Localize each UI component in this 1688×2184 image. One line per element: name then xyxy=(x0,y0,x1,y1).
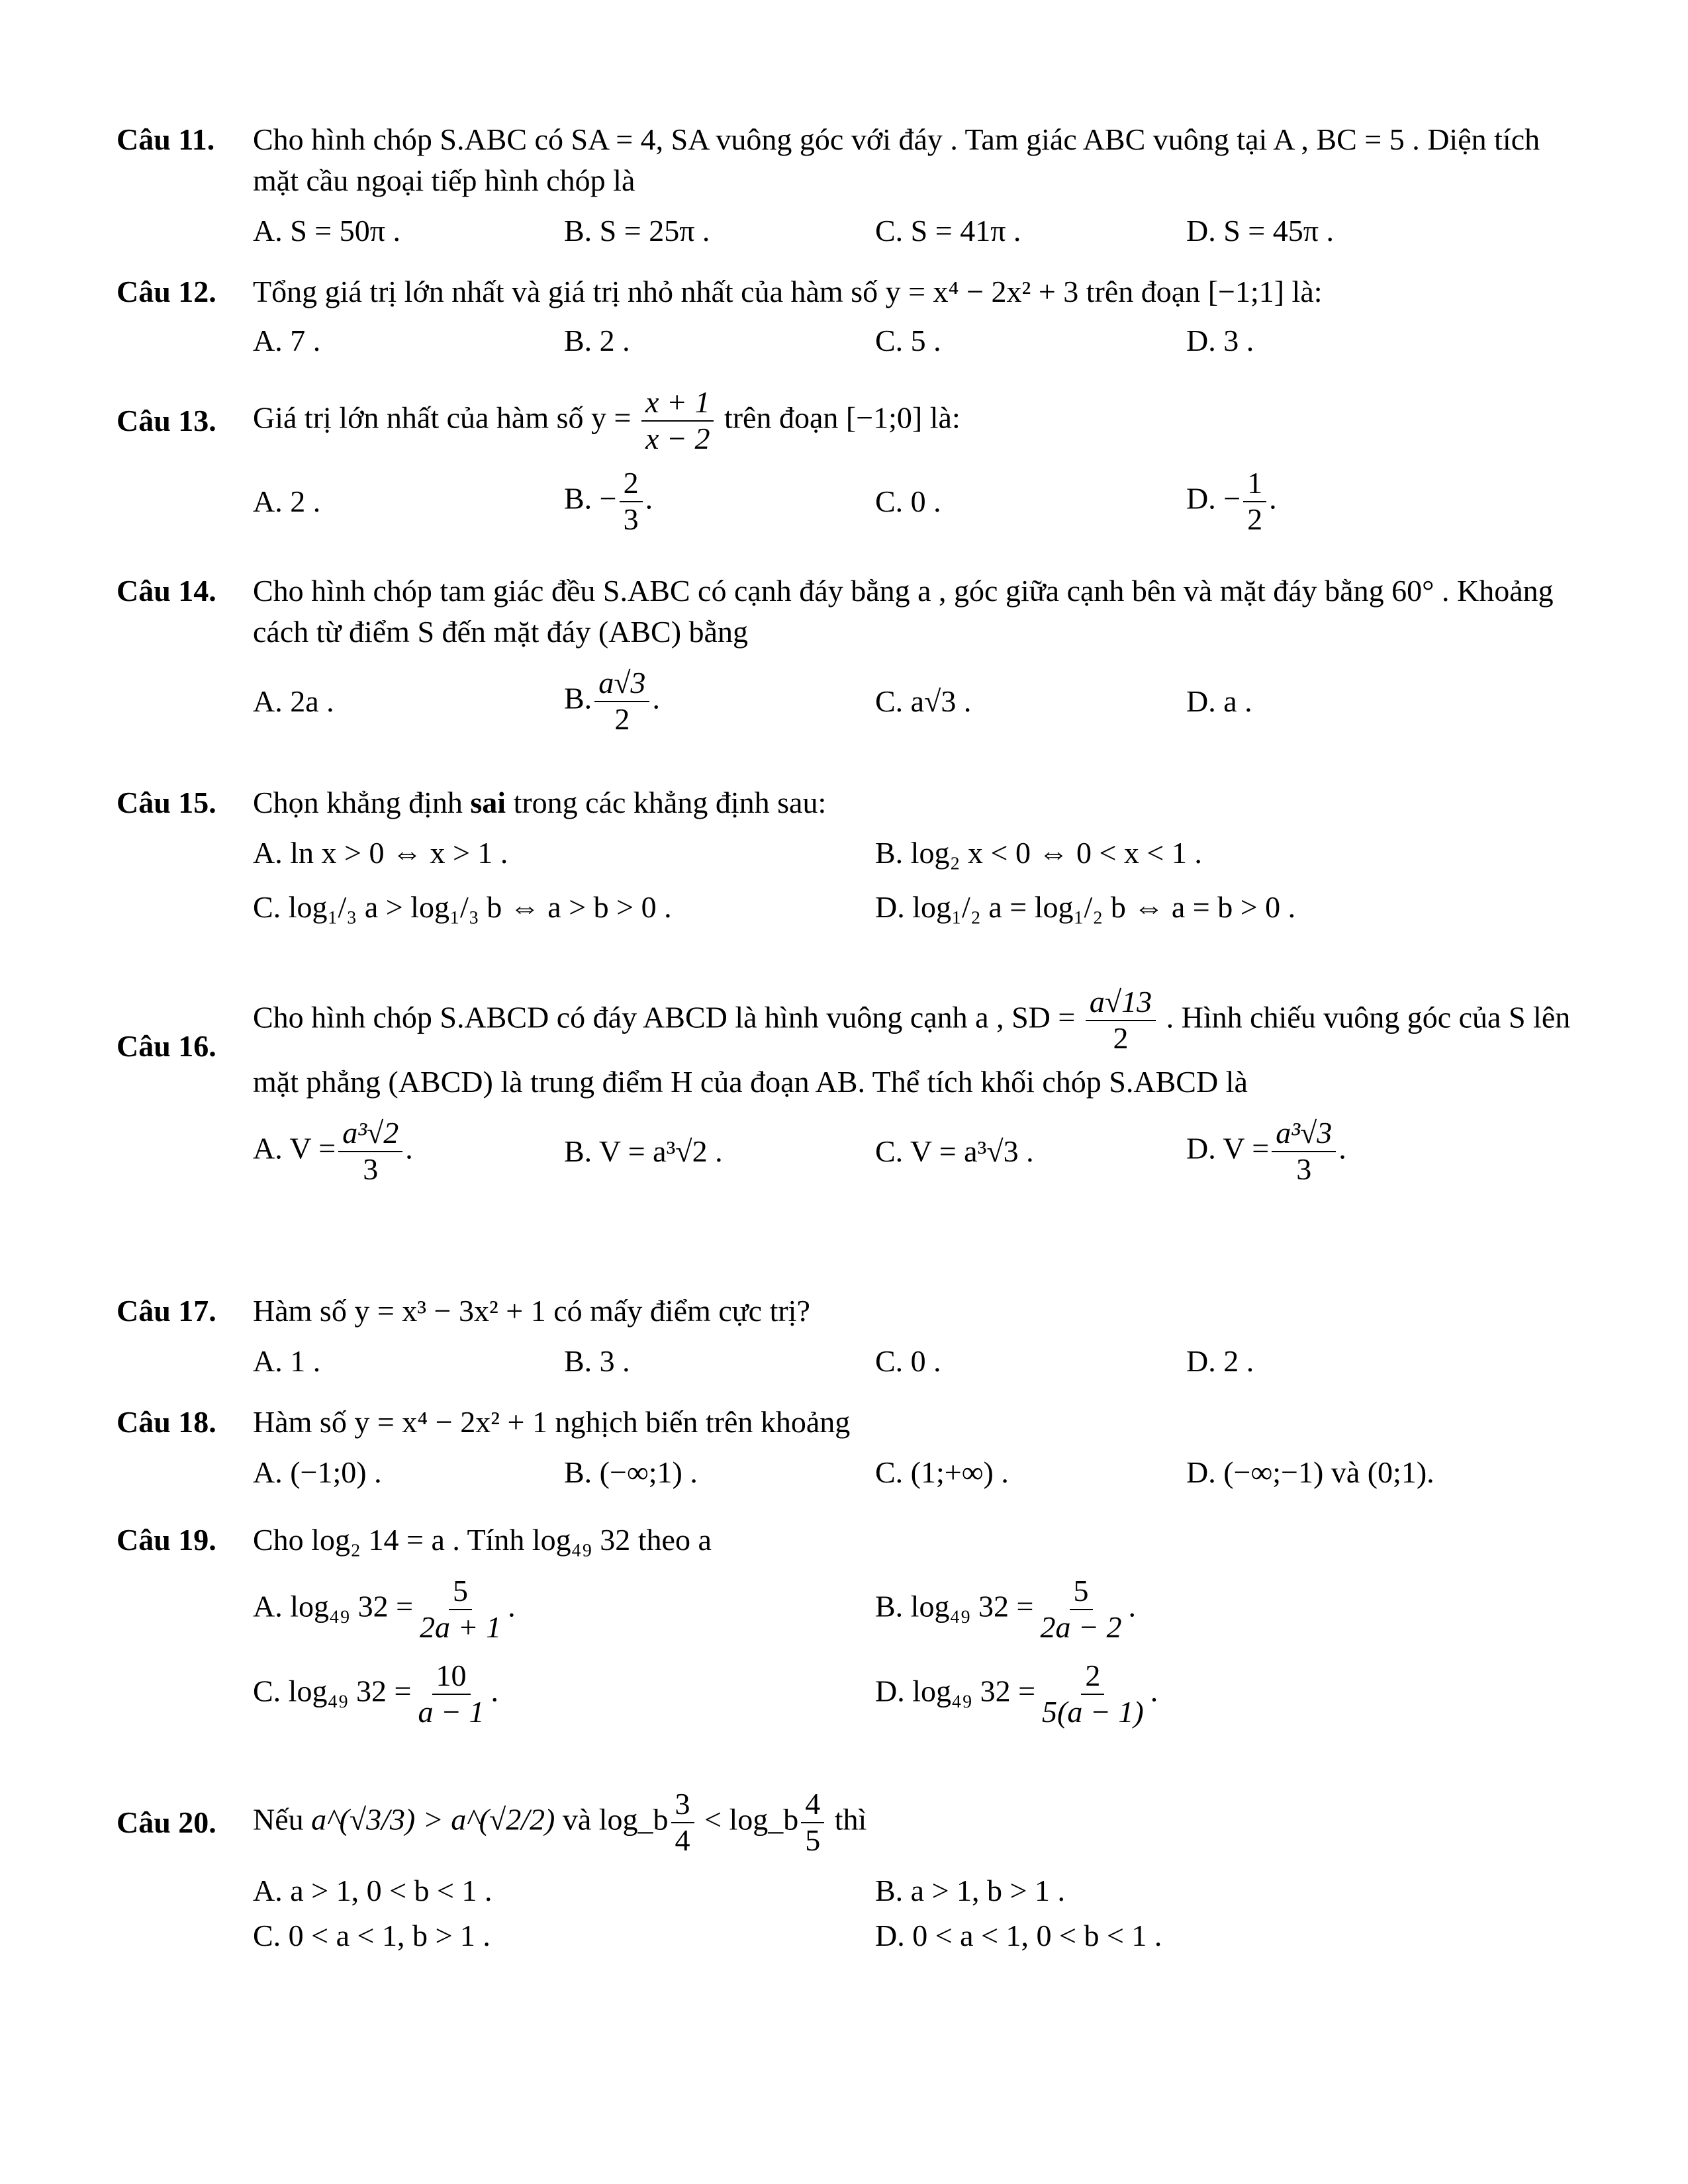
log-comparison: < log_b xyxy=(704,1802,799,1837)
option-a xyxy=(253,1116,564,1187)
fraction-numerator: 4 xyxy=(801,1787,824,1823)
question-text-post: . Hình chiếu vuông góc của S lên mặt phẳng (ABCD) là trung điểm H của đoạn AB. Thể tích khối chóp S.ABCD là xyxy=(253,1000,1571,1099)
question-text-emphasis: sai xyxy=(470,786,506,819)
fraction-numerator: 2 xyxy=(1081,1659,1104,1695)
question-number: Câu 17. xyxy=(117,1294,216,1328)
option-a-suffix: . xyxy=(508,1589,516,1623)
fraction-numerator: a³√2 xyxy=(338,1116,402,1152)
question-text: Hàm số y = x³ − 3x² + 1 có mấy điểm cực trị? xyxy=(253,1294,810,1328)
question-text-pre: Nếu xyxy=(253,1802,304,1837)
option-b xyxy=(564,666,875,737)
option-b xyxy=(564,466,875,537)
option-a: A. 7 . xyxy=(253,324,321,357)
option-b: B. V = a³√2 . xyxy=(564,1134,723,1168)
option-a-prefix: A. log₄₉ 32 = xyxy=(253,1589,414,1623)
fraction-denominator: 3 xyxy=(363,1152,379,1186)
option-d-prefix: D. log₄₉ 32 = xyxy=(875,1674,1036,1708)
option-b: B. 3 . xyxy=(564,1344,630,1378)
option-d xyxy=(1186,466,1497,537)
option-c: C. S = 41π . xyxy=(875,214,1021,248)
option-c: C. log₁/₃ a > log₁/₃ b ⇔ a > b > 0 . xyxy=(253,890,672,924)
fraction-numerator: 1 xyxy=(1243,466,1266,502)
option-c: C. a√3 . xyxy=(875,684,972,718)
option-b-prefix: B. xyxy=(564,681,592,715)
option-b-suffix: . xyxy=(652,681,660,715)
option-d-suffix: . xyxy=(1338,1131,1346,1165)
question-number: Câu 11. xyxy=(117,122,215,156)
option-d-suffix: . xyxy=(1269,481,1277,516)
fraction-denominator: 5(a − 1) xyxy=(1042,1694,1144,1729)
question-14 xyxy=(117,570,1586,737)
option-d: D. S = 45π . xyxy=(1186,214,1334,248)
fraction-numerator: 10 xyxy=(432,1659,471,1695)
question-number: Câu 18. xyxy=(117,1405,216,1439)
exponent-inequality: a^(√3/3) > a^(√2/2) xyxy=(311,1802,555,1837)
option-a: A. S = 50π . xyxy=(253,214,400,248)
option-a: A. (−1;0) . xyxy=(253,1455,382,1489)
fraction-denominator: 2 xyxy=(1247,502,1263,536)
option-b-suffix: . xyxy=(1128,1589,1137,1623)
question-text-post: trên đoạn [−1;0] là: xyxy=(724,400,961,435)
fraction-numerator: a³√3 xyxy=(1272,1116,1336,1152)
option-b: B. S = 25π . xyxy=(564,214,710,248)
option-c-suffix: . xyxy=(491,1674,499,1708)
option-d: D. (−∞;−1) và (0;1). xyxy=(1186,1455,1434,1489)
question-12 xyxy=(117,271,1586,361)
option-d: D. 3 . xyxy=(1186,324,1254,357)
question-number: Câu 16. xyxy=(117,1028,216,1063)
question-text: Cho hình chóp S.ABC có SA = 4, SA vuông góc với đáy . Tam giác ABC vuông tại A , BC = 5 . Diện tích mặt cầu ngoại tiếp hình chóp là xyxy=(253,122,1540,197)
option-b-prefix: B. − xyxy=(564,481,617,516)
question-11 xyxy=(117,119,1586,251)
option-d-prefix: D. V = xyxy=(1186,1131,1270,1165)
question-number: Câu 13. xyxy=(117,403,216,437)
option-b-suffix: . xyxy=(645,481,653,516)
option-c xyxy=(253,1659,875,1730)
question-number: Câu 15. xyxy=(117,786,216,819)
option-a: A. 2 . xyxy=(253,484,321,518)
fraction-numerator: x + 1 xyxy=(641,385,714,422)
question-13 xyxy=(117,385,1586,537)
question-text: Tổng giá trị lớn nhất và giá trị nhỏ nhất của hàm số y = x⁴ − 2x² + 3 trên đoạn [−1;1] là: xyxy=(253,275,1323,308)
question-text: Hàm số y = x⁴ − 2x² + 1 nghịch biến trên khoảng xyxy=(253,1405,851,1439)
question-number: Câu 14. xyxy=(117,574,216,608)
fraction-numerator: 2 xyxy=(620,466,643,502)
option-b: B. log₂ x < 0 ⇔ 0 < x < 1 . xyxy=(875,836,1202,870)
question-18 xyxy=(117,1402,1586,1493)
question-17 xyxy=(117,1291,1586,1382)
question-number: Câu 19. xyxy=(117,1523,216,1557)
question-text-post: trong các khẳng định sau: xyxy=(513,786,827,819)
option-c: C. 5 . xyxy=(875,324,941,357)
option-b: B. a > 1, b > 1 . xyxy=(875,1873,1065,1907)
question-19 xyxy=(117,1520,1586,1730)
option-a-prefix: A. V = xyxy=(253,1131,336,1165)
fraction-numerator: 5 xyxy=(1070,1574,1093,1610)
fraction-numerator: 3 xyxy=(671,1787,694,1823)
option-c: C. 0 < a < 1, b > 1 . xyxy=(253,1918,491,1952)
question-text-pre: Giá trị lớn nhất của hàm số y = xyxy=(253,400,632,435)
option-d: D. log₁/₂ a = log₁/₂ b ⇔ a = b > 0 . xyxy=(875,890,1296,924)
question-text-post: thì xyxy=(834,1802,867,1837)
option-d: D. 0 < a < 1, 0 < b < 1 . xyxy=(875,1918,1162,1952)
option-b xyxy=(875,1574,1497,1645)
question-text-pre: Cho hình chóp S.ABCD có đáy ABCD là hình vuông cạnh a , SD = xyxy=(253,1000,1076,1034)
option-d xyxy=(1186,1116,1497,1187)
option-c: C. 0 . xyxy=(875,484,941,518)
question-number: Câu 20. xyxy=(117,1805,216,1839)
question-text: Cho hình chóp tam giác đều S.ABC có cạnh đáy bằng a , góc giữa cạnh bên và mặt đáy bằng 60° . Khoảng cách từ điểm S đến mặt đáy (ABC) bằng xyxy=(253,574,1554,649)
fraction-denominator: x − 2 xyxy=(645,421,710,455)
option-c: C. (1;+∞) . xyxy=(875,1455,1009,1489)
fraction-numerator: a√13 xyxy=(1086,985,1156,1021)
option-c: C. V = a³√3 . xyxy=(875,1134,1034,1168)
function-fraction xyxy=(641,385,714,457)
question-20 xyxy=(117,1787,1586,1956)
option-c: C. 0 . xyxy=(875,1344,941,1378)
option-a: A. ln x > 0 ⇔ x > 1 . xyxy=(253,836,508,870)
option-a: A. a > 1, 0 < b < 1 . xyxy=(253,1873,492,1907)
option-d-prefix: D. − xyxy=(1186,481,1241,516)
option-b-prefix: B. log₄₉ 32 = xyxy=(875,1589,1034,1623)
option-a xyxy=(253,1574,875,1645)
sd-fraction xyxy=(1086,985,1156,1056)
option-c-prefix: C. log₄₉ 32 = xyxy=(253,1674,412,1708)
question-16 xyxy=(117,985,1586,1187)
fraction-denominator: 2a − 2 xyxy=(1040,1610,1122,1644)
question-15 xyxy=(117,782,1586,928)
log-base-b: log_b xyxy=(598,1802,669,1837)
fraction-denominator: 3 xyxy=(623,502,639,536)
option-b: B. (−∞;1) . xyxy=(564,1455,698,1489)
option-d-suffix: . xyxy=(1150,1674,1158,1708)
fraction-denominator: 2a + 1 xyxy=(420,1610,502,1644)
question-number: Câu 12. xyxy=(117,275,216,308)
option-a: A. 2a . xyxy=(253,684,334,718)
question-text-mid: và xyxy=(562,1802,592,1837)
fraction-denominator: a − 1 xyxy=(418,1694,485,1729)
question-text: Cho log₂ 14 = a . Tính log₄₉ 32 theo a xyxy=(253,1523,712,1557)
fraction-denominator: 2 xyxy=(614,702,630,736)
option-a: A. 1 . xyxy=(253,1344,321,1378)
fraction-denominator: 4 xyxy=(675,1823,690,1857)
fraction-numerator: 5 xyxy=(449,1574,472,1610)
option-d: D. 2 . xyxy=(1186,1344,1254,1378)
fraction-numerator: a√3 xyxy=(594,666,649,702)
fraction-denominator: 3 xyxy=(1296,1152,1312,1186)
option-d xyxy=(875,1659,1497,1730)
fraction-denominator: 5 xyxy=(805,1823,821,1857)
option-a-suffix: . xyxy=(405,1131,413,1165)
option-d: D. a . xyxy=(1186,684,1252,718)
option-b: B. 2 . xyxy=(564,324,630,357)
fraction-denominator: 2 xyxy=(1113,1021,1129,1055)
question-text-pre: Chọn khẳng định xyxy=(253,786,463,819)
